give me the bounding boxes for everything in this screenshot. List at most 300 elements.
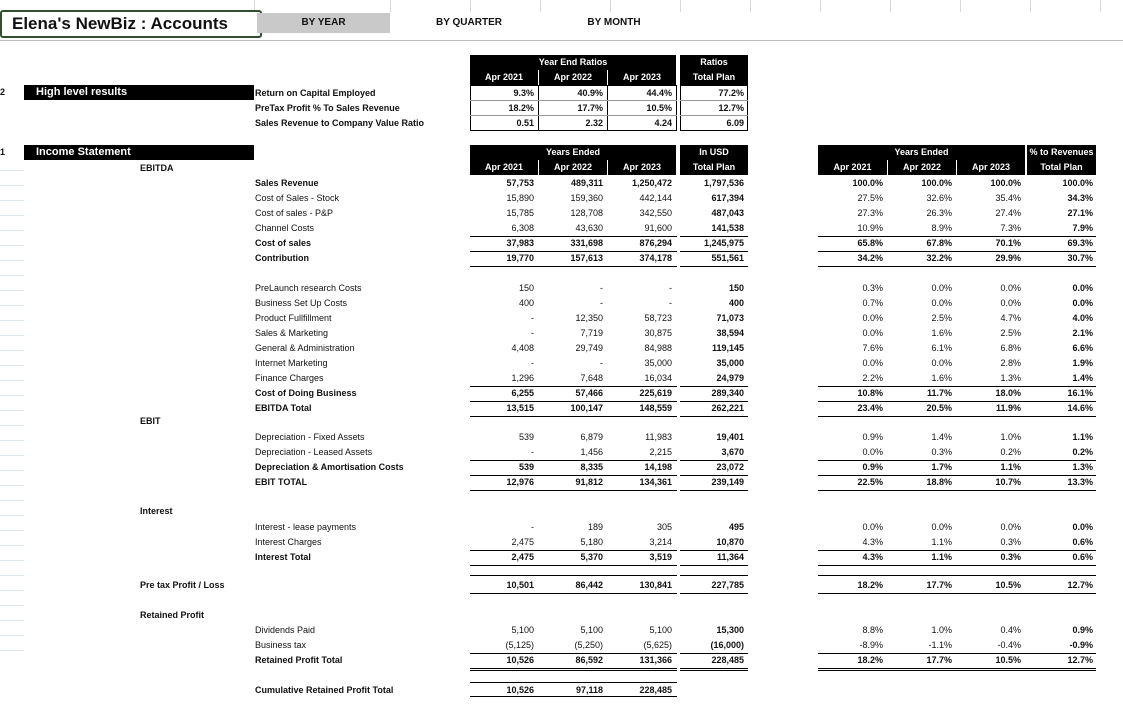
amount-cell: 150 bbox=[728, 283, 744, 293]
percent-cell: 10.7% bbox=[995, 477, 1021, 487]
ratio-value: 9.3% bbox=[513, 88, 534, 98]
amount-cell: 157,613 bbox=[570, 253, 603, 263]
subhead-pretax: Pre tax Profit / Loss bbox=[140, 580, 225, 590]
total-rule bbox=[680, 401, 748, 402]
amount-cell: 19,770 bbox=[506, 253, 534, 263]
amount-cell: 225,619 bbox=[639, 388, 672, 398]
line-item-label: Channel Costs bbox=[255, 223, 315, 233]
line-item-label: Interest Total bbox=[255, 552, 311, 562]
line-item-label: Finance Charges bbox=[255, 373, 324, 383]
total-rule bbox=[680, 490, 748, 491]
amount-cell: 3,214 bbox=[649, 537, 672, 547]
percent-cell: 0.0% bbox=[1000, 298, 1021, 308]
amount-cell: 91,600 bbox=[644, 223, 672, 233]
ratio-value: 0.51 bbox=[516, 118, 534, 128]
percent-cell: 27.4% bbox=[995, 208, 1021, 218]
total-rule bbox=[680, 266, 748, 267]
amount-cell: 400 bbox=[728, 298, 744, 308]
percent-cell: 0.0% bbox=[1000, 283, 1021, 293]
percent-cell: 2.2% bbox=[862, 373, 883, 383]
amount-cell: 342,550 bbox=[639, 208, 672, 218]
year-end-ratios-header: Year End Ratios bbox=[470, 55, 676, 70]
subhead-retained: Retained Profit bbox=[140, 610, 205, 620]
percent-cell: 30.7% bbox=[1067, 253, 1093, 263]
subhead-ebit: EBIT bbox=[140, 416, 161, 426]
amount-cell: 539 bbox=[518, 432, 534, 442]
amount-cell: 91,812 bbox=[575, 477, 603, 487]
percent-cell: 0.0% bbox=[1072, 283, 1093, 293]
by-month-button[interactable]: BY MONTH bbox=[587, 17, 641, 28]
percent-cell: 4.3% bbox=[862, 537, 883, 547]
ratio-value: 44.4% bbox=[646, 88, 672, 98]
line-item-label: Cumulative Retained Profit Total bbox=[255, 685, 394, 695]
amount-cell: 15,890 bbox=[506, 193, 534, 203]
amount-cell: 97,118 bbox=[575, 685, 603, 695]
percent-cell: -1.1% bbox=[928, 640, 952, 650]
amount-cell: (16,000) bbox=[710, 640, 744, 650]
in-usd-header: In USD bbox=[680, 145, 748, 160]
percent-cell: 1.0% bbox=[931, 625, 952, 635]
amount-cell: - bbox=[531, 358, 534, 368]
amount-cell: 5,100 bbox=[649, 625, 672, 635]
amount-cell: 131,366 bbox=[639, 655, 672, 665]
line-item-label: Cost of Doing Business bbox=[255, 388, 357, 398]
line-item-label: Internet Marketing bbox=[255, 358, 328, 368]
percent-cell: 100.0% bbox=[990, 178, 1021, 188]
amount-cell: 5,180 bbox=[580, 537, 603, 547]
amount-cell: 57,466 bbox=[575, 388, 603, 398]
total-rule bbox=[818, 236, 1096, 237]
percent-cell: 0.4% bbox=[1000, 625, 1021, 635]
amount-cell: - bbox=[531, 313, 534, 323]
total-rule bbox=[818, 386, 1096, 387]
pct-col-apr-2022: Apr 2022 bbox=[888, 160, 956, 175]
percent-cell: 4.0% bbox=[1072, 313, 1093, 323]
percent-cell: 70.1% bbox=[995, 238, 1021, 248]
line-item-label: Cost of Sales - Stock bbox=[255, 193, 340, 203]
amount-cell: 86,592 bbox=[575, 655, 603, 665]
amount-cell: 551,561 bbox=[711, 253, 744, 263]
line-item-label: Interest Charges bbox=[255, 537, 322, 547]
cumulative-rule bbox=[470, 696, 677, 697]
percent-cell: 6.6% bbox=[1072, 343, 1093, 353]
total-rule bbox=[470, 565, 677, 566]
amount-cell: 2,475 bbox=[511, 552, 534, 562]
percent-cell: 67.8% bbox=[926, 238, 952, 248]
line-item-label: Dividends Paid bbox=[255, 625, 316, 635]
percent-cell: 4.7% bbox=[1000, 313, 1021, 323]
amount-cell: 24,979 bbox=[716, 373, 744, 383]
total-rule bbox=[680, 575, 748, 576]
percent-cell: 27.5% bbox=[857, 193, 883, 203]
percent-cell: 18.2% bbox=[857, 655, 883, 665]
row-number: 1 bbox=[0, 147, 6, 157]
percent-cell: 2.5% bbox=[1000, 328, 1021, 338]
amount-cell: 6,308 bbox=[511, 223, 534, 233]
percent-cell: 1.4% bbox=[931, 432, 952, 442]
subhead-ebitda: EBITDA bbox=[140, 163, 174, 173]
percent-cell: 29.9% bbox=[995, 253, 1021, 263]
line-item-label: Product Fullfillment bbox=[255, 313, 332, 323]
total-rule bbox=[680, 251, 748, 252]
total-rule bbox=[470, 575, 677, 576]
total-rule bbox=[470, 236, 677, 237]
amount-cell: 10,526 bbox=[506, 655, 534, 665]
amount-cell: 6,255 bbox=[511, 388, 534, 398]
percent-cell: 0.9% bbox=[862, 432, 883, 442]
percent-cell: 0.7% bbox=[862, 298, 883, 308]
total-rule bbox=[470, 670, 677, 671]
percent-cell: 0.2% bbox=[1000, 447, 1021, 457]
cumulative-rule bbox=[470, 682, 677, 683]
percent-cell: 18.8% bbox=[926, 477, 952, 487]
total-rule bbox=[470, 401, 677, 402]
col-apr-2021: Apr 2021 bbox=[470, 70, 538, 85]
percent-cell: 12.7% bbox=[1067, 580, 1093, 590]
total-rule bbox=[470, 668, 677, 669]
percent-cell: 22.5% bbox=[857, 477, 883, 487]
percent-cell: 34.2% bbox=[857, 253, 883, 263]
total-rule bbox=[680, 668, 748, 669]
percent-cell: 0.0% bbox=[931, 283, 952, 293]
total-rule bbox=[470, 475, 677, 476]
amount-cell: 442,144 bbox=[639, 193, 672, 203]
amount-cell: 2,475 bbox=[511, 537, 534, 547]
percent-cell: 26.3% bbox=[926, 208, 952, 218]
percent-cell: -0.4% bbox=[997, 640, 1021, 650]
percent-cell: 0.9% bbox=[862, 462, 883, 472]
percent-cell: 18.2% bbox=[857, 580, 883, 590]
percent-cell: 0.9% bbox=[1072, 625, 1093, 635]
percent-cell: 7.9% bbox=[1072, 223, 1093, 233]
section-high-level-results: High level results bbox=[24, 85, 254, 100]
amount-cell: - bbox=[531, 328, 534, 338]
percent-cell: 100.0% bbox=[852, 178, 883, 188]
percent-cell: 6.8% bbox=[1000, 343, 1021, 353]
total-rule bbox=[680, 236, 748, 237]
amount-cell: 7,648 bbox=[580, 373, 603, 383]
percent-cell: 1.7% bbox=[931, 462, 952, 472]
amount-cell: 35,000 bbox=[644, 358, 672, 368]
percent-cell: 1.6% bbox=[931, 373, 952, 383]
amount-cell: 12,976 bbox=[506, 477, 534, 487]
percent-cell: 0.6% bbox=[1072, 537, 1093, 547]
line-item-label: Depreciation - Leased Assets bbox=[255, 447, 373, 457]
ratio-value: 4.24 bbox=[654, 118, 672, 128]
amount-cell: - bbox=[600, 298, 603, 308]
percent-cell: 1.4% bbox=[1072, 373, 1093, 383]
amount-cell: 228,485 bbox=[639, 685, 672, 695]
percent-cell: 1.0% bbox=[1000, 432, 1021, 442]
amount-cell: 43,630 bbox=[575, 223, 603, 233]
amount-cell: 84,988 bbox=[644, 343, 672, 353]
amount-cell: 15,785 bbox=[506, 208, 534, 218]
ratio-value: 77.2% bbox=[718, 88, 744, 98]
percent-cell: 10.5% bbox=[995, 580, 1021, 590]
amount-cell: 331,698 bbox=[570, 238, 603, 248]
amount-cell: 539 bbox=[518, 462, 534, 472]
header-divider bbox=[0, 40, 1123, 41]
percent-cell: 1.1% bbox=[1072, 432, 1093, 442]
amount-cell: - bbox=[669, 283, 672, 293]
percent-cell: 0.0% bbox=[931, 298, 952, 308]
amount-cell: 13,515 bbox=[506, 403, 534, 413]
percent-cell: 1.1% bbox=[931, 537, 952, 547]
amount-cell: 86,442 bbox=[575, 580, 603, 590]
amount-cell: 617,394 bbox=[711, 193, 744, 203]
amount-cell: (5,625) bbox=[643, 640, 672, 650]
percent-cell: 69.3% bbox=[1067, 238, 1093, 248]
amount-cell: 8,335 bbox=[580, 462, 603, 472]
amount-cell: 150 bbox=[518, 283, 534, 293]
ratio-value: 12.7% bbox=[718, 103, 744, 113]
total-rule bbox=[680, 593, 748, 594]
line-item-label: Cost of sales bbox=[255, 238, 312, 248]
percent-cell: 7.6% bbox=[862, 343, 883, 353]
ratio-label: Return on Capital Employed bbox=[255, 88, 376, 98]
app-title: Elena's NewBiz : Accounts bbox=[0, 10, 262, 38]
percent-cell: 2.1% bbox=[1072, 328, 1093, 338]
percent-cell: 1.6% bbox=[931, 328, 952, 338]
total-rule bbox=[818, 266, 1096, 267]
total-rule bbox=[818, 550, 1096, 551]
percent-cell: 11.9% bbox=[995, 403, 1021, 413]
amount-cell: 11,983 bbox=[645, 432, 672, 442]
line-item-label: Depreciation & Amortisation Costs bbox=[255, 462, 404, 472]
total-rule bbox=[470, 460, 677, 461]
total-rule bbox=[680, 653, 748, 654]
percent-cell: 0.3% bbox=[862, 283, 883, 293]
amount-cell: 189 bbox=[587, 522, 603, 532]
amount-cell: 14,198 bbox=[644, 462, 672, 472]
amount-cell: 29,749 bbox=[575, 343, 603, 353]
by-quarter-button[interactable]: BY QUARTER bbox=[436, 17, 502, 28]
amount-cell: 12,350 bbox=[575, 313, 603, 323]
percent-cell: 0.0% bbox=[1072, 522, 1093, 532]
total-rule bbox=[470, 550, 677, 551]
percent-cell: 1.1% bbox=[1000, 462, 1021, 472]
line-item-label: PreLaunch research Costs bbox=[255, 283, 362, 293]
line-item-label: General & Administration bbox=[255, 343, 355, 353]
percent-cell: 0.0% bbox=[1072, 298, 1093, 308]
amount-cell: 57,753 bbox=[506, 178, 534, 188]
percent-cell: 1.9% bbox=[1072, 358, 1093, 368]
total-rule bbox=[470, 416, 677, 417]
amount-cell: 58,723 bbox=[644, 313, 672, 323]
ratio-value: 6.09 bbox=[726, 118, 744, 128]
line-item-label: Contribution bbox=[255, 253, 309, 263]
percent-cell: 34.3% bbox=[1067, 193, 1093, 203]
line-item-label: Sales & Marketing bbox=[255, 328, 329, 338]
total-rule bbox=[470, 653, 677, 654]
percent-cell: 27.3% bbox=[857, 208, 883, 218]
amount-cell: 4,408 bbox=[511, 343, 534, 353]
amount-cell: 30,875 bbox=[644, 328, 672, 338]
col-total-plan: Total Plan bbox=[680, 160, 748, 175]
percent-cell: 13.3% bbox=[1067, 477, 1093, 487]
percent-cell: 11.7% bbox=[926, 388, 952, 398]
amount-cell: - bbox=[531, 447, 534, 457]
amount-cell: 128,708 bbox=[570, 208, 603, 218]
amount-cell: - bbox=[669, 298, 672, 308]
percent-cell: 35.4% bbox=[995, 193, 1021, 203]
amount-cell: 3,519 bbox=[649, 552, 672, 562]
amount-cell: (5,250) bbox=[574, 640, 603, 650]
percent-cell: 32.6% bbox=[926, 193, 952, 203]
percent-cell: 0.0% bbox=[1000, 522, 1021, 532]
amount-cell: 489,311 bbox=[570, 178, 603, 188]
amount-cell: 262,221 bbox=[711, 403, 744, 413]
total-rule bbox=[818, 416, 1096, 417]
percent-cell: 7.3% bbox=[1000, 223, 1021, 233]
amount-cell: 159,360 bbox=[570, 193, 603, 203]
ratio-value: 17.7% bbox=[577, 103, 603, 113]
amount-cell: 5,100 bbox=[511, 625, 534, 635]
col-apr-2022: Apr 2022 bbox=[539, 160, 607, 175]
total-rule bbox=[818, 460, 1096, 461]
percent-cell: 0.0% bbox=[931, 358, 952, 368]
line-item-label: Depreciation - Fixed Assets bbox=[255, 432, 365, 442]
line-item-label: Cost of sales - P&P bbox=[255, 208, 334, 218]
percent-cell: 8.9% bbox=[931, 223, 952, 233]
amount-cell: 10,526 bbox=[506, 685, 534, 695]
percent-cell: 17.7% bbox=[926, 655, 952, 665]
percent-cell: 18.0% bbox=[995, 388, 1021, 398]
amount-cell: 1,250,472 bbox=[631, 178, 672, 188]
amount-cell: 38,594 bbox=[716, 328, 744, 338]
total-rule bbox=[818, 593, 1096, 594]
percent-cell: 0.0% bbox=[931, 522, 952, 532]
ratios-header: Ratios bbox=[680, 55, 748, 70]
amount-cell: 134,361 bbox=[639, 477, 672, 487]
amount-cell: 7,719 bbox=[580, 328, 603, 338]
col-apr-2022: Apr 2022 bbox=[539, 70, 607, 85]
amount-cell: 227,785 bbox=[711, 580, 744, 590]
amount-cell: 1,245,975 bbox=[703, 238, 744, 248]
percent-cell: 0.0% bbox=[862, 328, 883, 338]
total-rule bbox=[470, 386, 677, 387]
line-item-label: Interest - lease payments bbox=[255, 522, 357, 532]
percent-cell: 65.8% bbox=[857, 238, 883, 248]
line-item-label: Business tax bbox=[255, 640, 307, 650]
col-total-plan: Total Plan bbox=[680, 70, 748, 85]
total-rule bbox=[680, 670, 748, 671]
amount-cell: 1,456 bbox=[580, 447, 603, 457]
percent-cell: 2.8% bbox=[1000, 358, 1021, 368]
percent-cell: 2.5% bbox=[931, 313, 952, 323]
by-year-button[interactable]: BY YEAR bbox=[257, 13, 390, 33]
percent-cell: 0.3% bbox=[1000, 537, 1021, 547]
percent-cell: 0.6% bbox=[1072, 552, 1093, 562]
percent-cell: 10.8% bbox=[857, 388, 883, 398]
years-ended-header: Years Ended bbox=[470, 145, 676, 160]
total-rule bbox=[680, 416, 748, 417]
ratio-label: Sales Revenue to Company Value Ratio bbox=[255, 118, 425, 128]
percent-cell: 4.3% bbox=[862, 552, 883, 562]
amount-cell: - bbox=[600, 283, 603, 293]
percent-cell: 1.1% bbox=[931, 552, 952, 562]
amount-cell: 10,501 bbox=[506, 580, 534, 590]
percent-cell: 1.3% bbox=[1000, 373, 1021, 383]
amount-cell: 6,879 bbox=[580, 432, 603, 442]
percent-cell: 10.5% bbox=[995, 655, 1021, 665]
amount-cell: 100,147 bbox=[570, 403, 603, 413]
amount-cell: 239,149 bbox=[711, 477, 744, 487]
total-rule bbox=[818, 653, 1096, 654]
amount-cell: (5,125) bbox=[505, 640, 534, 650]
line-item-label: EBIT TOTAL bbox=[255, 477, 308, 487]
amount-cell: 37,983 bbox=[506, 238, 534, 248]
total-rule bbox=[818, 475, 1096, 476]
amount-cell: - bbox=[600, 358, 603, 368]
line-item-label: Sales Revenue bbox=[255, 178, 319, 188]
total-rule bbox=[818, 668, 1096, 669]
percent-cell: 14.6% bbox=[1067, 403, 1093, 413]
section-income-statement: Income Statement bbox=[24, 145, 254, 160]
amount-cell: 23,072 bbox=[716, 462, 744, 472]
percent-cell: 0.2% bbox=[1072, 447, 1093, 457]
col-apr-2023: Apr 2023 bbox=[608, 70, 676, 85]
amount-cell: 289,340 bbox=[711, 388, 744, 398]
row-number: 2 bbox=[0, 87, 6, 97]
amount-cell: 119,145 bbox=[711, 343, 744, 353]
line-item-label: Business Set Up Costs bbox=[255, 298, 348, 308]
percent-cell: 0.3% bbox=[1000, 552, 1021, 562]
total-rule bbox=[680, 460, 748, 461]
amount-cell: 3,670 bbox=[721, 447, 744, 457]
col-apr-2021: Apr 2021 bbox=[470, 160, 538, 175]
percent-cell: -0.9% bbox=[1069, 640, 1093, 650]
total-rule bbox=[470, 251, 677, 252]
amount-cell: 19,401 bbox=[716, 432, 744, 442]
percent-cell: 27.1% bbox=[1067, 208, 1093, 218]
ratio-value: 2.32 bbox=[585, 118, 603, 128]
ratio-value: 40.9% bbox=[577, 88, 603, 98]
ratio-label: PreTax Profit % To Sales Revenue bbox=[255, 103, 400, 113]
percent-cell: 0.0% bbox=[862, 313, 883, 323]
pct-to-revenues-header: % to Revenues bbox=[1027, 145, 1096, 160]
amount-cell: 11,364 bbox=[716, 552, 744, 562]
pct-col-apr-2021: Apr 2021 bbox=[818, 160, 887, 175]
total-rule bbox=[818, 575, 1096, 576]
amount-cell: 305 bbox=[656, 522, 672, 532]
percent-cell: 17.7% bbox=[926, 580, 952, 590]
ratio-value: 10.5% bbox=[646, 103, 672, 113]
amount-cell: 141,538 bbox=[711, 223, 744, 233]
percent-cell: 0.0% bbox=[862, 522, 883, 532]
total-rule bbox=[818, 670, 1096, 671]
total-rule bbox=[470, 266, 677, 267]
line-item-label: Retained Profit Total bbox=[255, 655, 343, 665]
percent-cell: 20.5% bbox=[926, 403, 952, 413]
total-rule bbox=[818, 565, 1096, 566]
pct-col-apr-2023: Apr 2023 bbox=[957, 160, 1025, 175]
total-rule bbox=[470, 593, 677, 594]
line-item-label: EBITDA Total bbox=[255, 403, 312, 413]
percent-cell: 23.4% bbox=[857, 403, 883, 413]
percent-cell: 100.0% bbox=[1062, 178, 1093, 188]
amount-cell: 1,797,536 bbox=[703, 178, 744, 188]
total-rule bbox=[470, 490, 677, 491]
amount-cell: 16,034 bbox=[644, 373, 672, 383]
percent-cell: -8.9% bbox=[859, 640, 883, 650]
amount-cell: 130,841 bbox=[639, 580, 672, 590]
total-rule bbox=[680, 550, 748, 551]
amount-cell: 495 bbox=[728, 522, 744, 532]
ratio-value: 18.2% bbox=[508, 103, 534, 113]
percent-cell: 100.0% bbox=[921, 178, 952, 188]
amount-cell: 374,178 bbox=[639, 253, 672, 263]
